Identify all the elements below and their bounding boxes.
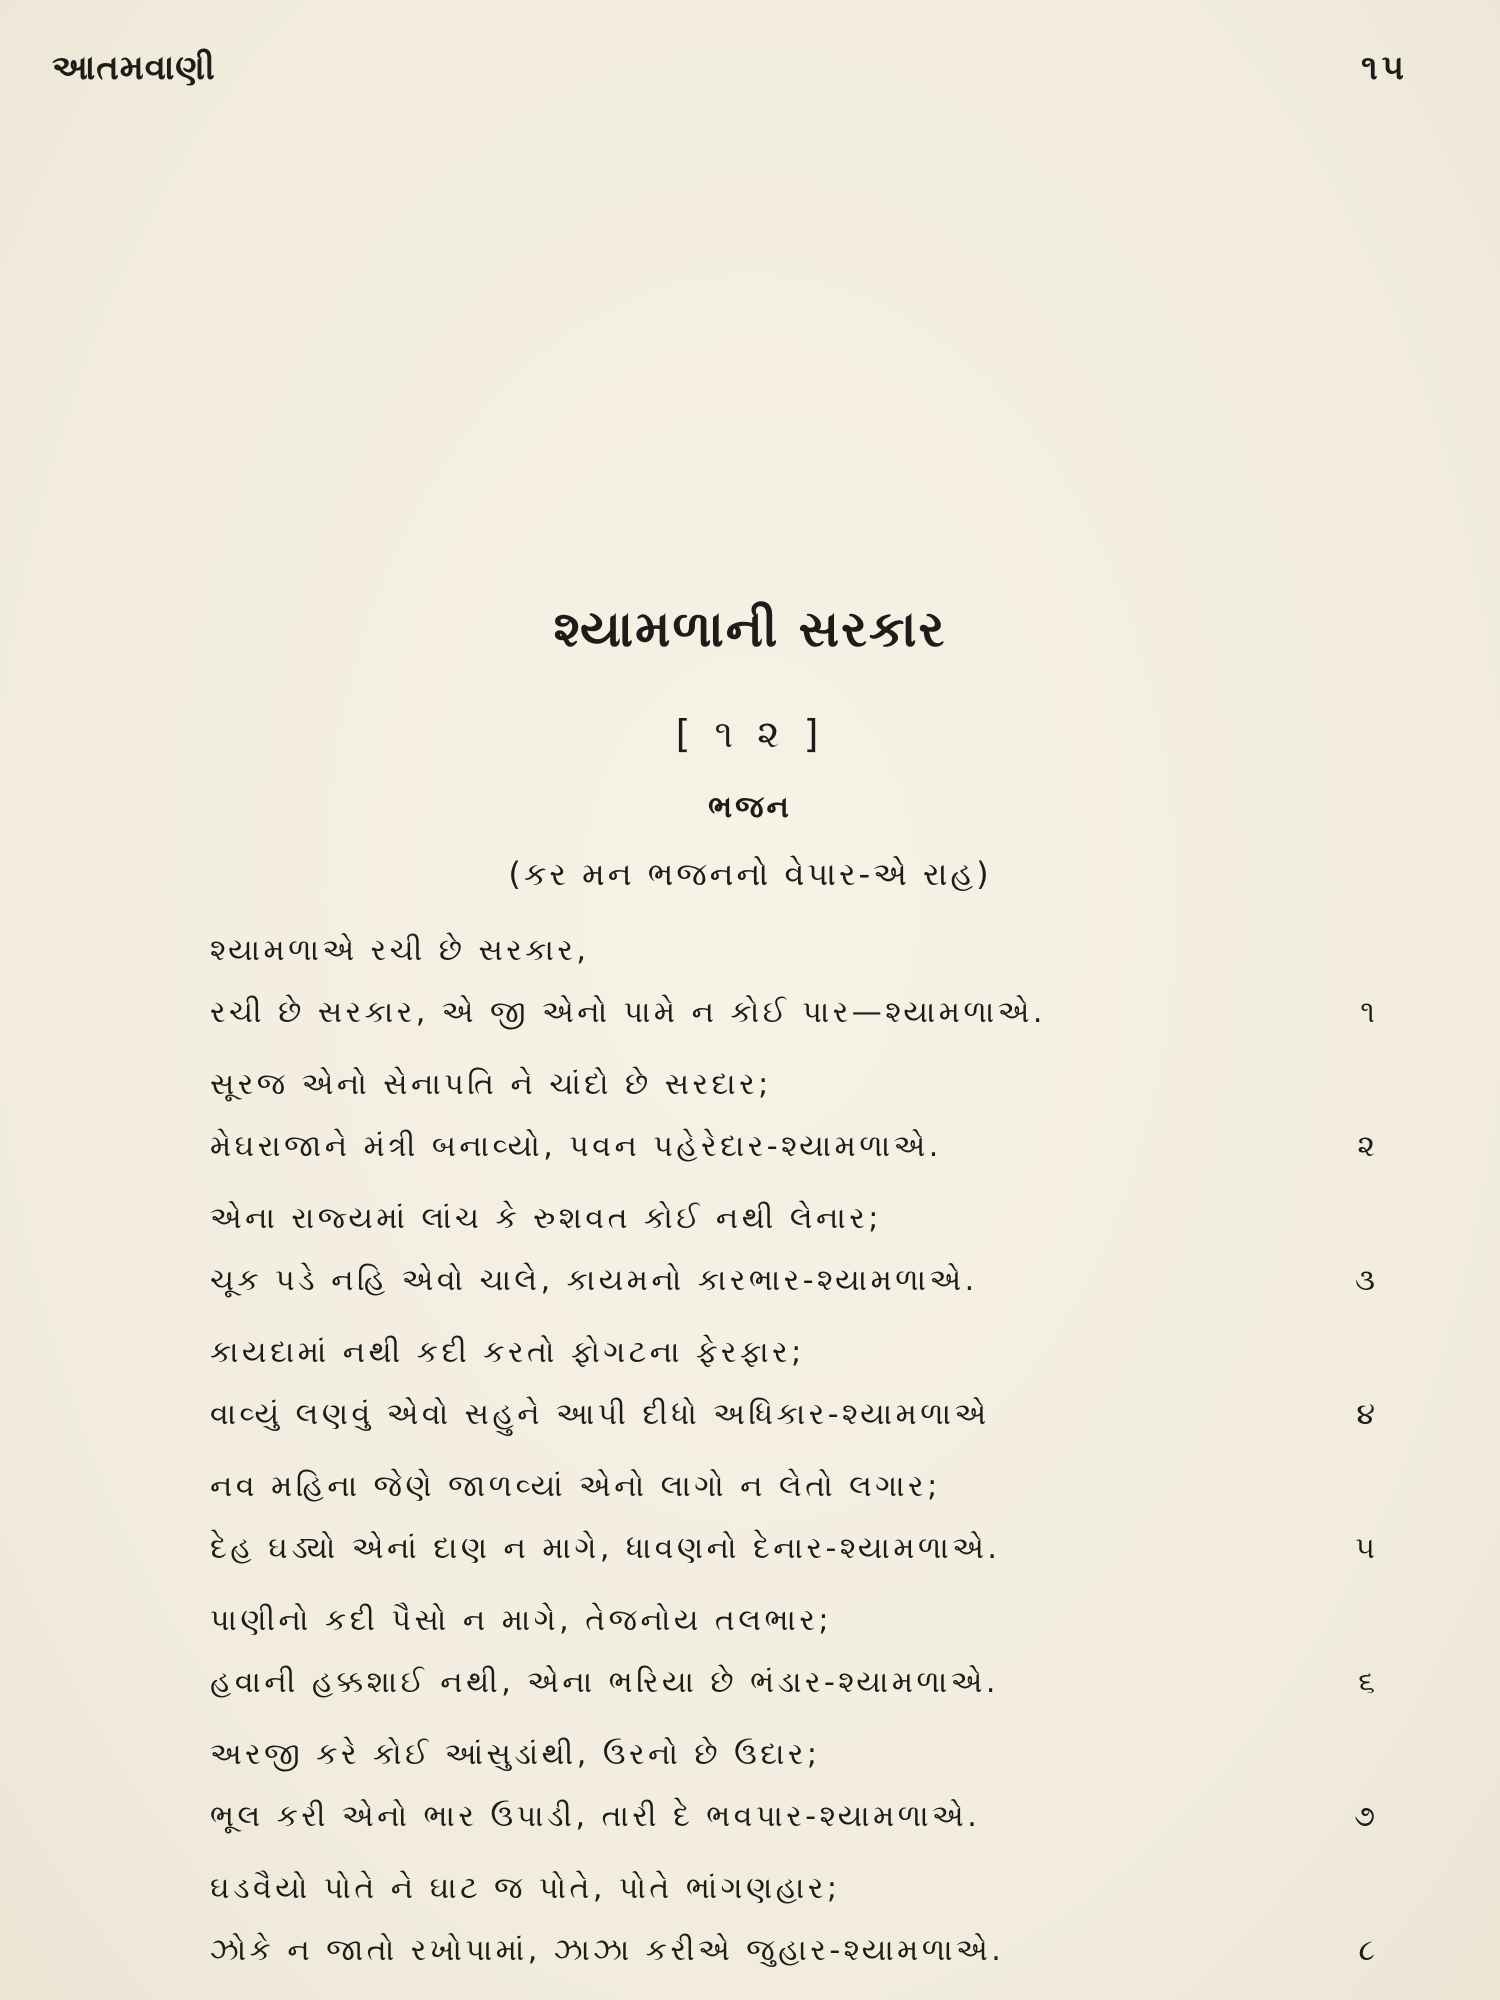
running-head-book-title: આતમવાણી (52, 48, 216, 88)
stanza-line: દેહ ઘડ્યો એનાં દાણ ન માગે, ધાવણનો દેનાર-શ્યામળાએ. (210, 1531, 1001, 1566)
stanza-line: મેઘરાજાને મંત્રી બનાવ્યો, પવન પહેરેદાર-શ્યામળાએ. (210, 1129, 942, 1164)
stanza-6 (210, 1590, 1420, 1724)
page-number: ૧૫ (1361, 48, 1408, 88)
poem-genre: ભજન (708, 790, 792, 825)
stanza-line: અરજી કરે કોઈ આંસુડાંથી, ઉરનો છે ઉદાર; (210, 1737, 821, 1772)
poem-tune-note: (કર મન ભજનનો વેપાર-એ રાહ) (508, 855, 992, 893)
stanza-line: ભૂલ કરી એનો ભાર ઉપાડી, તારી દે ભવપાર-શ્યામળાએ. (210, 1799, 981, 1834)
stanza-number: ૨ (1357, 1129, 1375, 1164)
poem-body (210, 920, 1420, 1992)
stanza-number: ૩ (1355, 1263, 1375, 1298)
stanza-number: ૫ (1355, 1531, 1375, 1566)
poem-title: શ્યામળાની સરકાર (553, 600, 947, 658)
stanza-number: ૧ (1360, 995, 1375, 1030)
stanza-number: ૬ (1358, 1665, 1375, 1700)
stanza-7 (210, 1724, 1420, 1858)
stanza-number: ૪ (1356, 1397, 1375, 1432)
stanza-number: ૮ (1358, 1933, 1375, 1968)
stanza-number: ૭ (1354, 1799, 1375, 1834)
stanza-2 (210, 1054, 1420, 1188)
stanza-4 (210, 1322, 1420, 1456)
stanza-line: હવાની હક્કશાઈ નથી, એના ભરિયા છે ભંડાર-શ્યામળાએ. (210, 1665, 999, 1700)
poem-number: [ ૧ ૨ ] (675, 712, 825, 756)
stanza-line: કાયદામાં નથી કદી કરતો ફોગટના ફેરફાર; (210, 1335, 805, 1370)
stanza-line: રચી છે સરકાર, એ જી એનો પામે ન કોઈ પાર—શ્યામળાએ. (210, 995, 1046, 1030)
stanza-line: ચૂક પડે નહિ એવો ચાલે, કાયમનો કારભાર-શ્યામળાએ. (210, 1263, 978, 1298)
stanza-3 (210, 1188, 1420, 1322)
stanza-line: એના રાજ્યમાં લાંચ કે રુશવત કોઈ નથી લેનાર; (210, 1201, 882, 1236)
stanza-line: સૂરજ એનો સેનાપતિ ને ચાંદો છે સરદાર; (210, 1067, 772, 1102)
stanza-1 (210, 920, 1420, 1054)
stanza-line: શ્યામળાએ રચી છે સરકાર, (210, 933, 590, 968)
stanza-line: ઘડવૈયો પોતે ને ઘાટ જ પોતે, પોતે ભાંગણહાર; (210, 1871, 841, 1906)
stanza-line: વાવ્યું લણવું એવો સહુને આપી દીધો અધિકાર-શ્યામળાએ (210, 1397, 990, 1432)
stanza-line: નવ મહિના જેણે જાળવ્યાં એનો લાગો ન લેતો લગાર; (210, 1469, 941, 1504)
stanza-8 (210, 1858, 1420, 1992)
stanza-line: ઝોકે ન જાતો રખોપામાં, ઝાઝા કરીએ જુહાર-શ્યામળાએ. (210, 1933, 1005, 1968)
stanza-5 (210, 1456, 1420, 1590)
stanza-line: પાણીનો કદી પૈસો ન માગે, તેજનોય તલભાર; (210, 1603, 832, 1638)
